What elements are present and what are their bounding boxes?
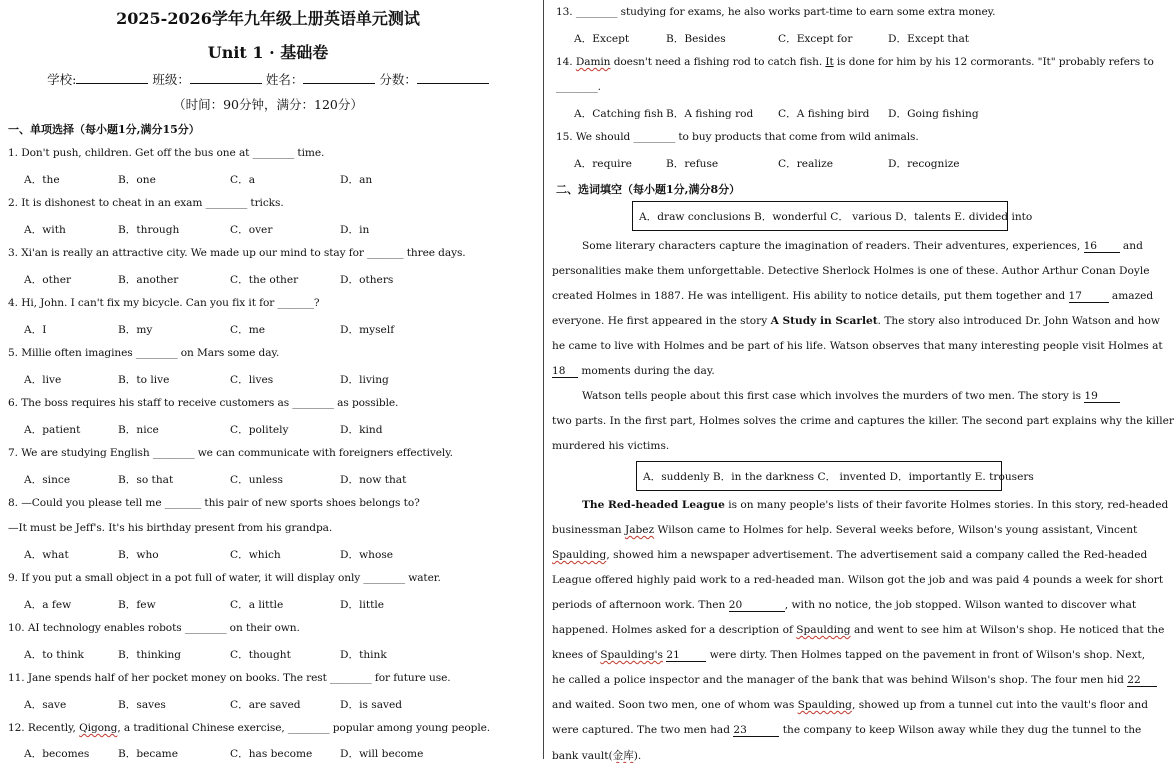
option-14d[interactable]: D．Going fishing (888, 108, 979, 120)
option-8d[interactable]: D．whose (340, 549, 394, 561)
question-8: 8. —Could you please tell me _______ this pair of new sports shoes belongs to? (8, 497, 420, 509)
option-12d[interactable]: D．will become (340, 748, 424, 760)
question-2: 2. It is dishonest to cheat in an exam ________ tricks. (8, 197, 284, 209)
question-1: 1. Don't push, children. Get off the bus one at ________ time. (8, 147, 325, 159)
section1-heading: 一、单项选择（每小题1分,满分15分） (8, 123, 200, 136)
question-10: 10. AI technology enables robots ________ on their own. (8, 622, 300, 634)
option-4d[interactable]: D．myself (340, 324, 395, 336)
option-11b[interactable]: B．saves (118, 699, 166, 711)
option-11c[interactable]: C．are saved (230, 699, 301, 711)
option-12a[interactable]: A．becomes (24, 748, 90, 760)
passage-line: Some literary characters capture the imagination of readers. Their adventures, experiences, 16 and (582, 240, 1143, 252)
question-4: 4. Hi, John. I can't fix my bicycle. Can you fix it for _______? (8, 297, 320, 309)
option-10d[interactable]: D．think (340, 649, 387, 661)
passage-line: everyone. He first appeared in the story A Study in Scarlet. The story also introduced Dr. John Watson and how (552, 315, 1160, 327)
blank-20: 20 (729, 599, 785, 612)
option-2b[interactable]: B．through (118, 224, 180, 236)
option-6c[interactable]: C．politely (230, 424, 289, 436)
school-field[interactable] (76, 71, 148, 84)
option-14b[interactable]: B．A fishing rod (666, 108, 754, 120)
class-field[interactable] (190, 71, 262, 84)
option-1c[interactable]: C．a (230, 174, 256, 186)
option-7b[interactable]: B．so that (118, 474, 174, 486)
time-note: （时间：90分钟，满分：120分） (173, 97, 363, 112)
passage-line: 18 moments during the day. (552, 365, 715, 377)
section2-heading: 二、选词填空（每小题1分,满分8分） (556, 183, 741, 196)
passage-line: personalities make them unforgettable. Detective Sherlock Holmes is one of these. Author Arthur Conan Doyle (552, 265, 1150, 277)
option-13d[interactable]: D．Except that (888, 33, 970, 45)
blank-18: 18 (552, 365, 578, 378)
option-5d[interactable]: D．living (340, 374, 389, 386)
passage-line: two parts. In the first part, Holmes solves the crime and captures the killer. The second part explains why the killer (552, 415, 1174, 427)
right-column (552, 0, 1174, 762)
option-4b[interactable]: B．my (118, 324, 153, 336)
option-15b[interactable]: B．refuse (666, 158, 719, 170)
question-7: 7. We are studying English ________ we can communicate with foreigners effectively. (8, 447, 453, 459)
passage-line: periods of afternoon work. Then 20 , with no notice, the job stopped. Wilson wanted to discover what (552, 599, 1137, 611)
option-13c[interactable]: C．Except for (778, 33, 853, 45)
question-13: 13. ________ studying for exams, he also works part-time to earn some extra money. (556, 6, 996, 18)
option-3b[interactable]: B．another (118, 274, 179, 286)
option-5b[interactable]: B．to live (118, 374, 170, 386)
name-field[interactable] (303, 71, 375, 84)
score-field[interactable] (417, 71, 489, 84)
option-5c[interactable]: C．lives (230, 374, 274, 386)
blank-16: 16 (1084, 240, 1120, 253)
damin-word: Damin (575, 56, 611, 68)
option-9d[interactable]: D．little (340, 599, 385, 611)
school-label: 学校: (47, 72, 77, 87)
option-4a[interactable]: A．I (24, 324, 47, 336)
question-11: 11. Jane spends half of her pocket money on books. The rest ________ for future use. (8, 672, 451, 684)
blank-21: 21 (666, 649, 706, 662)
option-15c[interactable]: C．realize (778, 158, 833, 170)
passage-line: The Red-headed League is on many people's lists of their favorite Holmes stories. In this story, red-headed (582, 499, 1169, 511)
option-7d[interactable]: D．now that (340, 474, 407, 486)
option-4c[interactable]: C．me (230, 324, 266, 336)
option-10a[interactable]: A．to think (24, 649, 84, 661)
blank-19: 19 (1084, 390, 1120, 403)
question-6: 6. The boss requires his staff to receive customers as ________ as possible. (8, 397, 399, 409)
option-9a[interactable]: A．a few (24, 599, 72, 611)
passage-line: Spaulding, showed him a newspaper advertisement. The advertisement said a company called the Red-headed (552, 549, 1148, 561)
passage-line: murdered his victims. (552, 440, 670, 452)
option-10c[interactable]: C．thought (230, 649, 291, 661)
page-title: 2025-2026学年九年级上册英语单元测试 (116, 9, 420, 28)
question-15: 15. We should ________ to buy products that come from wild animals. (556, 131, 919, 143)
option-11a[interactable]: A．save (24, 699, 67, 711)
blank-22: 22 (1127, 674, 1157, 687)
student-info-line (0, 70, 536, 88)
option-12b[interactable]: B．became (118, 748, 178, 760)
option-3d[interactable]: D．others (340, 274, 394, 286)
name-label: 姓名： (265, 72, 304, 87)
option-10b[interactable]: B．thinking (118, 649, 182, 661)
option-8c[interactable]: C．which (230, 549, 281, 561)
option-9b[interactable]: B．few (118, 599, 156, 611)
passage-line: knees of Spaulding's 21 were dirty. Then Holmes tapped on the pavement in front of Wilson's shop. Next, (552, 649, 1146, 661)
option-11d[interactable]: D．is saved (340, 699, 403, 711)
passage-line: created Holmes in 1887. He was intelligent. His ability to notice details, put them together and 17 amazed (552, 290, 1154, 302)
left-column (0, 0, 536, 759)
option-8b[interactable]: B．who (118, 549, 159, 561)
option-5a[interactable]: A．live (24, 374, 62, 386)
question-12: 12. Recently, Qigong, a traditional Chinese exercise, ________ popular among young people. (8, 722, 491, 734)
question-14: 14. Damin doesn't need a fishing rod to catch fish. It is done for him by his 12 cormorants. "It" probably refers to (556, 56, 1154, 68)
option-3a[interactable]: A．other (24, 274, 72, 286)
option-14c[interactable]: C．A fishing bird (778, 108, 870, 120)
option-7c[interactable]: C．unless (230, 474, 283, 486)
option-15a[interactable]: A．require (574, 158, 632, 170)
option-13b[interactable]: B．Besides (666, 33, 726, 45)
class-label: 班级： (152, 72, 190, 87)
option-1d[interactable]: D．an (340, 174, 373, 186)
question-9: 9. If you put a small object in a pot full of water, it will display only ________ water. (8, 572, 441, 584)
option-1b[interactable]: B．one (118, 174, 156, 186)
passage-line: happened. Holmes asked for a description of Spaulding and went to see him at Wilson's shop. He noticed that the (552, 624, 1165, 636)
word-box-2: A．suddenly B．in the darkness C． invented D．importantly E. trousers (636, 461, 1002, 491)
option-6d[interactable]: D．kind (340, 424, 383, 436)
option-9c[interactable]: C．a little (230, 599, 284, 611)
passage-line: he came to live with Holmes and be part of his life. Watson observes that many interesting people visit Holmes at (552, 340, 1163, 352)
question-5: 5. Millie often imagines ________ on Mars some day. (8, 347, 280, 359)
passage-line: bank vault(金库). (552, 750, 642, 762)
passage-line: and waited. Soon two men, one of whom was Spaulding, showed up from a tunnel cut into the vault's floor and (552, 699, 1148, 711)
column-divider (543, 0, 544, 759)
option-2a[interactable]: A．with (24, 224, 66, 236)
passage-line: Watson tells people about this first case which involves the murders of two men. The story is 19 (552, 390, 1069, 403)
option-15d[interactable]: D．recognize (888, 158, 960, 170)
option-6b[interactable]: B．nice (118, 424, 159, 436)
passage-line: League offered highly paid work to a red-headed man. Wilson got the job and was paid 4 pounds a week for short (552, 574, 1164, 586)
option-14a[interactable]: A．Catching fish (574, 108, 664, 120)
option-1a[interactable]: A．the (24, 174, 60, 186)
option-13a[interactable]: A．Except (574, 33, 630, 45)
question-14-cont: ________. (556, 81, 601, 93)
unit-subtitle: Unit 1 · 基础卷 (207, 43, 329, 62)
option-3c[interactable]: C．the other (230, 274, 299, 286)
score-label: 分数： (379, 72, 417, 87)
blank-17: 17 (1069, 290, 1109, 303)
blank-23: 23 (733, 724, 779, 737)
passage-line: businessman Jabez Wilson came to Holmes for help. Several weeks before, Wilson's young assistant, Vincent (552, 524, 1138, 536)
option-12c[interactable]: C．has become (230, 748, 313, 760)
question-3: 3. Xi'an is really an attractive city. We made up our mind to stay for _______ three days. (8, 247, 466, 259)
question-8-reply: —It must be Jeff's. It's his birthday present from his grandpa. (8, 522, 333, 534)
option-7a[interactable]: A．since (24, 474, 71, 486)
passage-line: were captured. The two men had 23 the company to keep Wilson away while they dug the tunnel to the (552, 724, 1142, 736)
option-2d[interactable]: D．in (340, 224, 370, 236)
qigong-word: Qigong (79, 722, 118, 734)
option-6a[interactable]: A．patient (24, 424, 81, 436)
word-box-1: A．draw conclusions B．wonderful C． various D．talents E. divided into (632, 201, 1008, 231)
option-8a[interactable]: A．what (24, 549, 69, 561)
passage-line: he called a police inspector and the manager of the bank that was behind Wilson's shop. The four men hid 22 (552, 674, 1069, 687)
option-2c[interactable]: C．over (230, 224, 273, 236)
